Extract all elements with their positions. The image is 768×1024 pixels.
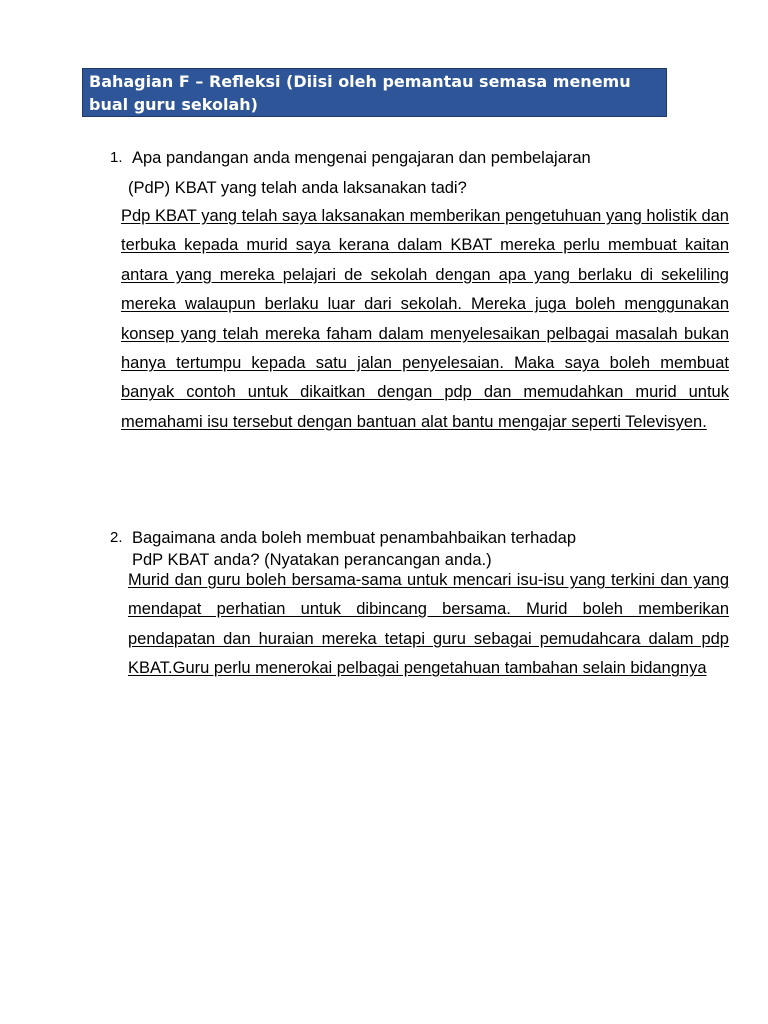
question-1-text	[128, 147, 692, 199]
answer-1: Pdp KBAT yang telah saya laksanakan memberikan pengetuhuan yang holistik dan terbuka kepada murid saya kerana dalam KBAT mereka perlu membuat kaitan antara yang mereka pelajari de sekolah dengan apa yang berlaku di sekeliling mereka walaupun berlaku luar dari sekolah. Mereka juga boleh menggunakan konsep yang telah mereka faham dalam menyelesaikan pelbagai masalah bukan hanya tertumpu kepada satu jalan penyelesaian. Maka saya boleh membuat banyak contoh untuk dikaitkan dengan pdp dan memudahkan murid untuk memahami isu tersebut dengan bantuan alat bantu mengajar seperti Televisyen.	[121, 207, 729, 431]
question-2-number: 2.	[110, 529, 123, 546]
question-1-line1: Apa pandangan anda mengenai pengajaran dan pembelajaran	[132, 149, 591, 167]
question-1-number: 1.	[110, 149, 123, 166]
question-2-line1: Bagaimana anda boleh membuat penambahbaikan terhadap	[132, 529, 576, 547]
question-2-line2: PdP KBAT anda? (Nyatakan perancangan anda.)	[132, 551, 492, 569]
section-f-header: Bahagian F – Refleksi (Diisi oleh pemantau semasa menemu bual guru sekolah)	[82, 68, 667, 117]
question-1-line2: (PdP) KBAT yang telah anda laksanakan tadi?	[128, 179, 467, 197]
answer-2: Murid dan guru boleh bersama-sama untuk mencari isu-isu yang terkini dan yang mendapat perhatian untuk dibincang bersama. Murid boleh memberikan pendapatan dan huraian mereka tetapi guru sebagai pemudahcara dalam pdp KBAT.Guru perlu menerokai pelbagai pengetahuan tambahan selain bidangnya	[128, 571, 729, 678]
question-2-text	[132, 527, 692, 571]
